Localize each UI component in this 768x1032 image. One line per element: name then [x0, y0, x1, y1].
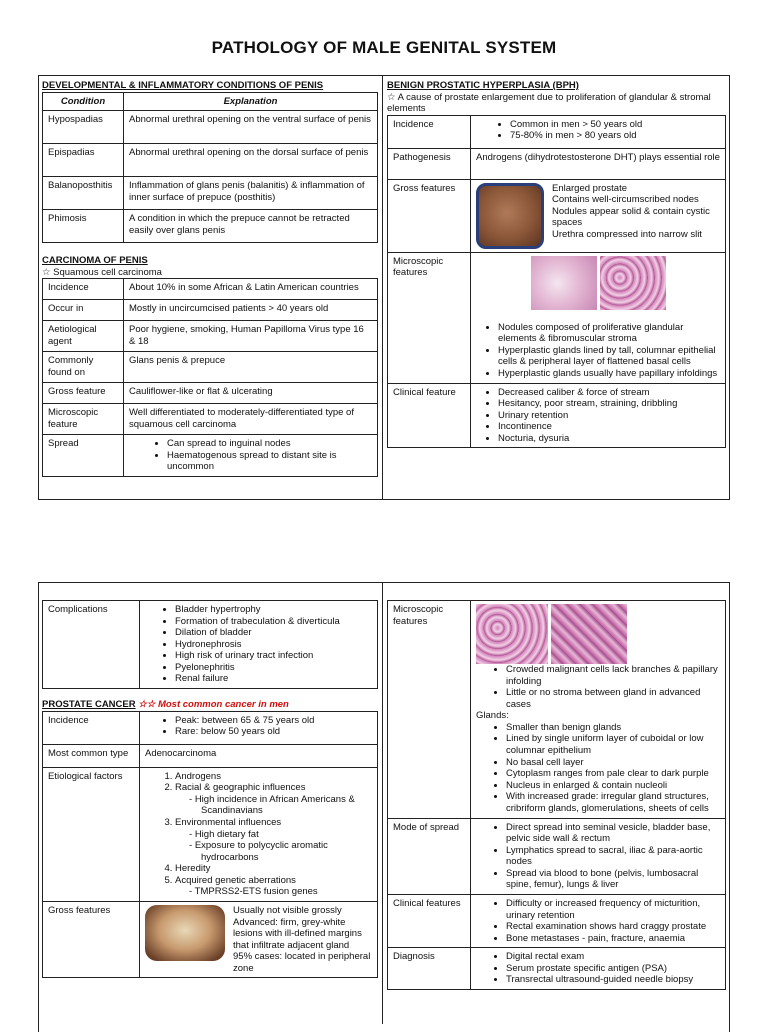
list-item-text: Racial & geographic influences: [175, 782, 306, 794]
cell: Clinical feature: [388, 383, 471, 448]
table-row: [43, 111, 378, 144]
cell: Mostly in uncircumcised patients > 40 years old: [124, 300, 378, 321]
table-row: [388, 383, 726, 448]
cell: [471, 818, 726, 894]
cell: Androgens (dihydrotestosterone DHT) plays essential role: [471, 148, 726, 179]
list-item: • Hyperplastic glands lined by tall, columnar epithelial cells & peripheral layer of flattened basal cells: [498, 345, 720, 368]
list-item: • Can spread to inguinal nodes: [167, 438, 372, 450]
list-item: • Bone metastases - pain, fracture, anaemia: [506, 933, 720, 945]
cell: Inflammation of glans penis (balanitis) & inflammation of inner surface of prepuce (posthitis): [124, 177, 378, 210]
cell: Spread: [43, 435, 124, 477]
bph-table: [387, 115, 726, 449]
cell: Abnormal urethral opening on the ventral surface of penis: [124, 111, 378, 144]
cell: Well differentiated to moderately-differentiated type of squamous cell carcinoma: [124, 404, 378, 435]
list-item: • Hydronephrosis: [175, 639, 372, 651]
cell: [140, 901, 378, 977]
table-row: [43, 404, 378, 435]
photo-caption: [476, 311, 720, 316]
cell: Hypospadias: [43, 111, 124, 144]
list-item: • Nocturia, dysuria: [498, 433, 720, 445]
cell: Gross feature: [43, 383, 124, 404]
prostate-cancer-micro-photo: [476, 604, 720, 658]
table-row: [43, 352, 378, 383]
list-item: • Cytoplasm ranges from pale clear to dark purple: [506, 768, 720, 780]
cell: Clinical features: [388, 894, 471, 947]
list-item: • High risk of urinary tract infection: [175, 650, 372, 662]
text-line: Nodules appear solid & contain cystic spaces: [552, 205, 710, 229]
cell: Etiological factors: [43, 767, 140, 901]
list-item: - High incidence in African Americans & Scandinavians: [201, 794, 372, 817]
cell: Poor hygiene, smoking, Human Papilloma Virus type 16 & 18: [124, 321, 378, 352]
list-item: • Transrectal ultrasound-guided needle biopsy: [506, 974, 720, 986]
cell: Gross features: [388, 179, 471, 252]
prostate-cancer-note: Most common cancer in men: [157, 699, 289, 711]
dev-col-explanation: Explanation: [124, 92, 378, 111]
cell: Microscopic features: [388, 601, 471, 819]
table-row: [43, 144, 378, 177]
list-item: [175, 875, 372, 898]
cell: [471, 383, 726, 448]
text-line: 95% cases: located in peripheral zone: [233, 951, 371, 974]
list-item: • Peak: between 65 & 75 years old: [175, 715, 372, 727]
text-line: Urethra compressed into narrow slit: [552, 229, 702, 241]
list-item: • Little or no stroma between gland in advanced cases: [506, 687, 720, 710]
list-item: • Haematogenous spread to distant site is uncommon: [167, 450, 372, 473]
table-row: [43, 210, 378, 243]
text-line: Advanced: firm, grey-white lesions with ill-defined margins that infiltrate adjacent gland: [233, 916, 362, 951]
bph-micro-photo: [476, 256, 720, 310]
list-item: [175, 782, 372, 817]
list-item: • Nucleus in enlarged & contain nucleoli: [506, 780, 720, 792]
prostate-cancer-gross-photo: [145, 905, 225, 961]
list-item: • Crowded malignant cells lack branches & papillary infolding: [506, 664, 720, 687]
list-item: • Smaller than benign glands: [506, 722, 720, 734]
table-row: [43, 435, 378, 477]
cell: Commonly found on: [43, 352, 124, 383]
list-item: • No basal cell layer: [506, 757, 720, 769]
list-item: • Lined by single uniform layer of cuboidal or low columnar epithelium: [506, 733, 720, 756]
list-item: - Exposure to polycyclic aromatic hydrocarbons: [201, 840, 372, 863]
table-row: [388, 179, 726, 252]
prostate-cancer-table: [42, 711, 378, 979]
cell: [471, 252, 726, 383]
page2-left: [42, 600, 378, 978]
list-item: • With increased grade: irregular gland structures, cribriform glands, glomerulations, sheets of cells: [506, 791, 720, 814]
table-row: [388, 818, 726, 894]
table-row: [43, 279, 378, 300]
cell: [124, 435, 378, 477]
list-item: 4. Heredity: [175, 863, 372, 875]
cell: Complications: [43, 601, 140, 689]
list-item: • Pyelonephritis: [175, 662, 372, 674]
carcinoma-subtitle: ☆ Squamous cell carcinoma: [42, 266, 162, 278]
text-line: Contains well-circumscribed nodes: [552, 194, 699, 206]
list-item: • Rectal examination shows hard craggy prostate: [506, 921, 720, 933]
cell: Incidence: [43, 279, 124, 300]
star-icon: ☆☆: [138, 699, 156, 711]
cell: Epispadias: [43, 144, 124, 177]
list-item: - High dietary fat: [201, 829, 372, 841]
list-item: - TMPRSS2-ETS fusion genes: [201, 886, 372, 898]
cell: Aetiological agent: [43, 321, 124, 352]
table-row: [388, 948, 726, 990]
cell: Adenocarcinoma: [140, 744, 378, 767]
list-item: • Lymphatics spread to sacral, iliac & para-aortic nodes: [506, 845, 720, 868]
cell: [140, 601, 378, 689]
table-row: [43, 711, 378, 744]
cell: Incidence: [43, 711, 140, 744]
bph-gross-photo: [476, 183, 544, 249]
cell: Occur in: [43, 300, 124, 321]
cell: [471, 601, 726, 819]
page2-right: [387, 600, 726, 990]
table-row: [43, 177, 378, 210]
table-row: [43, 767, 378, 901]
list-item: • Dilation of bladder: [175, 627, 372, 639]
bph-heading: BENIGN PROSTATIC HYPERPLASIA (BPH): [387, 80, 579, 91]
list-item: • 75-80% in men > 80 years old: [510, 130, 720, 142]
table-row: [43, 901, 378, 977]
page1-left: [42, 80, 378, 477]
cell: Most common type: [43, 744, 140, 767]
list-item: • Rare: below 50 years old: [175, 726, 372, 738]
cell: Abnormal urethral opening on the dorsal surface of penis: [124, 144, 378, 177]
list-item: • Nodules composed of proliferative glandular elements & fibromuscular stroma: [498, 322, 720, 345]
glands-label: Glands:: [476, 710, 509, 722]
list-item: • Spread via blood to bone (pelvis, lumbosacral spine, femur), lungs & liver: [506, 868, 720, 891]
list-item-text: Acquired genetic aberrations: [175, 874, 296, 886]
table-row: [388, 252, 726, 383]
cell: Cauliflower-like or flat & ulcerating: [124, 383, 378, 404]
cell: [471, 179, 726, 252]
table-row: [43, 601, 378, 689]
cell: About 10% in some African & Latin American countries: [124, 279, 378, 300]
page1-divider: [382, 75, 383, 500]
page2-divider: [382, 582, 383, 1024]
list-item: • Direct spread into seminal vesicle, bladder base, pelvic side wall & rectum: [506, 822, 720, 845]
cell: [471, 948, 726, 990]
cell: Pathogenesis: [388, 148, 471, 179]
list-item: • Hyperplastic glands usually have papillary infoldings: [498, 368, 720, 380]
prostate-cancer-heading-line: [42, 699, 378, 711]
list-item: • Digital rectal exam: [506, 951, 720, 963]
list-item: • Incontinence: [498, 421, 720, 433]
carcinoma-table: [42, 278, 378, 477]
list-item: • Bladder hypertrophy: [175, 604, 372, 616]
table-row: [43, 744, 378, 767]
cell: Diagnosis: [388, 948, 471, 990]
prostate-cancer-heading: PROSTATE CANCER: [42, 699, 136, 711]
carcinoma-heading: CARCINOMA OF PENIS: [42, 255, 148, 267]
list-item: • Hesitancy, poor stream, straining, dribbling: [498, 398, 720, 410]
text-line: Usually not visible grossly: [233, 904, 342, 916]
cell: Balanoposthitis: [43, 177, 124, 210]
list-item: • Urinary retention: [498, 410, 720, 422]
cell: Glans penis & prepuce: [124, 352, 378, 383]
cell: Gross features: [43, 901, 140, 977]
text-line: Enlarged prostate: [552, 182, 627, 194]
table-row: [43, 321, 378, 352]
list-item: • Serum prostate specific antigen (PSA): [506, 963, 720, 975]
list-item: • Renal failure: [175, 673, 372, 685]
cell: Microscopic features: [388, 252, 471, 383]
list-item-text: Environmental influences: [175, 816, 282, 828]
list-item: • Common in men > 50 years old: [510, 119, 720, 131]
page1-right: [387, 80, 726, 448]
table-row: [43, 383, 378, 404]
table-row: [388, 115, 726, 148]
list-item: [175, 817, 372, 863]
dev-col-condition: Condition: [43, 92, 124, 111]
cell: [471, 115, 726, 148]
list-item: 1. Androgens: [175, 771, 372, 783]
complications-table: [42, 600, 378, 689]
list-item: • Decreased caliber & force of stream: [498, 387, 720, 399]
prostate-cancer-table-2: [387, 600, 726, 990]
table-row: [388, 601, 726, 819]
cell: A condition in which the prepuce cannot be retracted easily over glans penis: [124, 210, 378, 243]
cell: Phimosis: [43, 210, 124, 243]
cell: Microscopic feature: [43, 404, 124, 435]
table-row: [43, 300, 378, 321]
dev-table: [42, 92, 378, 244]
cell: Incidence: [388, 115, 471, 148]
bph-subtitle: ☆ A cause of prostate enlargement due to proliferation of glandular & stromal elements: [387, 91, 711, 115]
cell: Mode of spread: [388, 818, 471, 894]
cell: [471, 894, 726, 947]
cell: [140, 767, 378, 901]
list-item: • Difficulty or increased frequency of micturition, urinary retention: [506, 898, 720, 921]
page-title: PATHOLOGY OF MALE GENITAL SYSTEM: [211, 38, 557, 57]
table-row: [388, 894, 726, 947]
list-item: • Formation of trabeculation & diverticula: [175, 616, 372, 628]
table-row: [388, 148, 726, 179]
dev-heading: DEVELOPMENTAL & INFLAMMATORY CONDITIONS OF PENIS: [42, 80, 324, 91]
cell: [140, 711, 378, 744]
